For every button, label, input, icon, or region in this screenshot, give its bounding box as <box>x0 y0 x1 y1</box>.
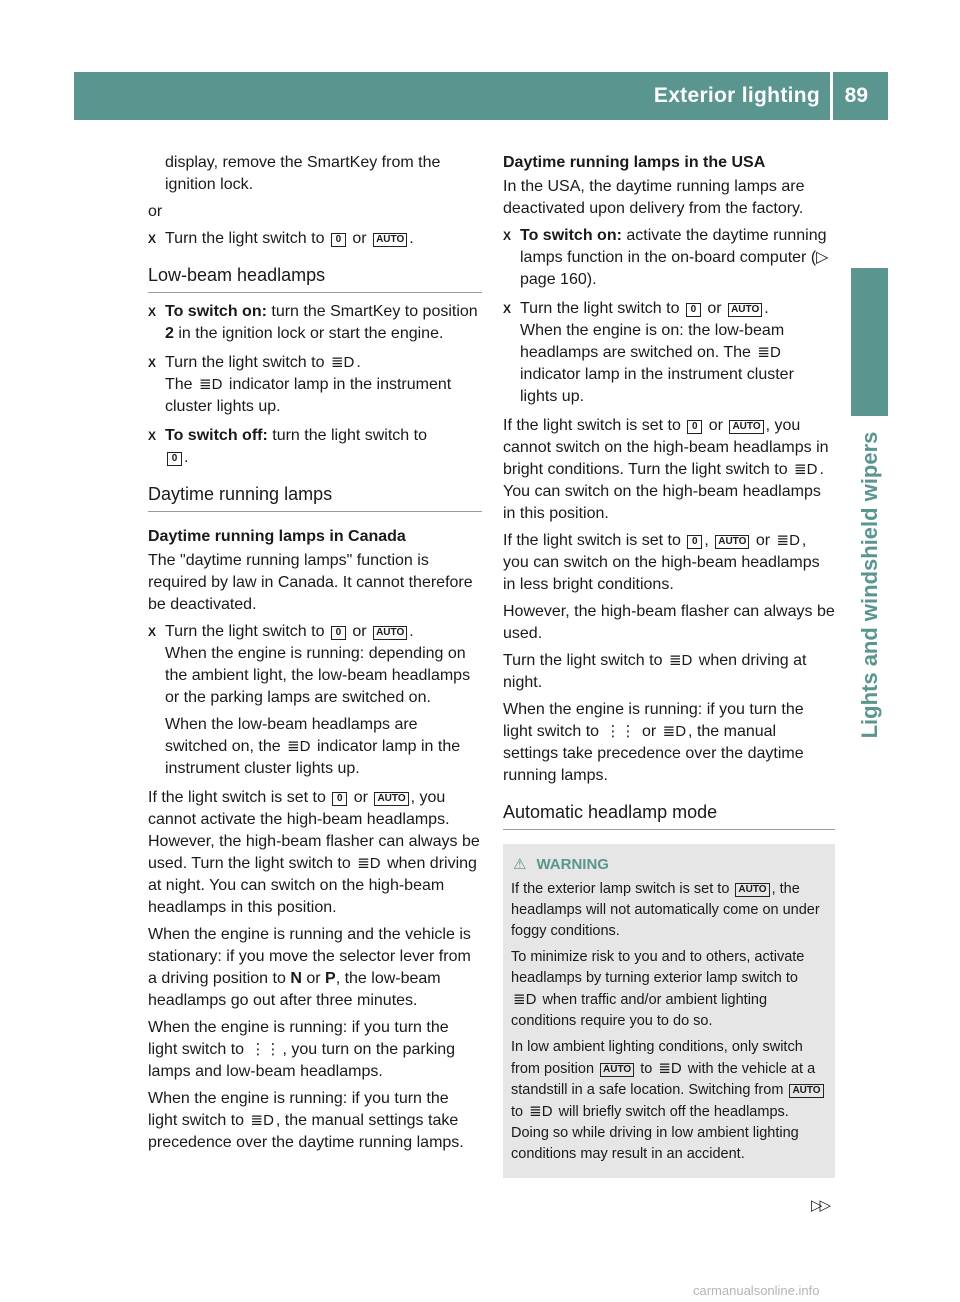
left-column <box>148 152 482 1159</box>
usa-paragraph: In the USA, the daytime running lamps are deactivated upon delivery from the factory. <box>503 178 805 217</box>
switch-auto-icon: AUTO <box>729 420 763 434</box>
switch-auto-icon: AUTO <box>789 1084 823 1098</box>
switch-zero-icon: 0 <box>331 626 346 640</box>
usa-heading: Daytime running lamps in the USA <box>503 154 766 171</box>
auto-heading: Automatic headlamp mode <box>503 801 835 830</box>
header-separator <box>830 72 833 120</box>
page-reference: ▷ page 160). <box>520 249 829 288</box>
step-arrow-icon: X <box>148 232 157 246</box>
instruction-step: X To switch on: turn the SmartKey to position 2 in the ignition lock or start the engine. <box>148 303 478 342</box>
switch-zero-icon: 0 <box>687 535 702 549</box>
section-title: Exterior lighting <box>653 84 820 107</box>
switch-zero-icon: 0 <box>167 452 182 466</box>
switch-zero-icon: 0 <box>332 792 347 806</box>
step-arrow-icon: X <box>148 625 157 639</box>
continued-icon: ▷▷ <box>811 1197 829 1214</box>
lowbeam-icon: ≣D <box>199 376 223 393</box>
step-arrow-icon: X <box>503 302 512 316</box>
paragraph: When the engine is running: if you turn the light switch to ≣D , the manual settings take precedence over the daytime running lamps. <box>148 1090 464 1151</box>
lowbeam-icon: ≣D <box>794 461 818 478</box>
lowbeam-heading: Low-beam headlamps <box>148 264 482 293</box>
switch-auto-icon: AUTO <box>600 1063 634 1077</box>
lowbeam-icon: ≣D <box>658 1060 682 1077</box>
paragraph: If the light switch is set to 0 or AUTO , you cannot switch on the high-beam headlamps in bright conditions. Turn the light switch to ≣D . You can switch on the high-beam headlamps in this position. <box>503 417 829 522</box>
page-number: 89 <box>844 84 868 107</box>
lowbeam-icon: ≣D <box>757 344 781 361</box>
warning-box: ⚠ WARNING If the exterior lamp switch is set to AUTO , the headlamps will not automatically come on under foggy conditions. To minimize risk to you and to others, activate headlamps by turning exterior lamp switch to ≣D when traffic and/or ambient lighting conditions require you to do so. In low ambient lighting conditions, only switch from position AUTO to ≣D with the vehicle at a standstill in a safe location. Switching from AUTO to ≣D will briefly switch off the headlamps. Doing so while driving in low ambient lighting conditions may result in an accident. <box>503 844 835 1178</box>
lowbeam-icon: ≣D <box>287 738 311 755</box>
paragraph: If the light switch is set to 0 or AUTO , you cannot activate the high-beam headlamps. However, the high-beam flasher can always be used. Turn the light switch to ≣D when driving at night. You can switch on the high-beam headlamps in this position. <box>148 789 480 916</box>
intro-text: display, remove the SmartKey from the ignition lock. <box>165 154 441 193</box>
instruction-step: X Turn the light switch to 0 or AUTO . <box>148 228 482 250</box>
lowbeam-icon: ≣D <box>513 991 537 1008</box>
canada-paragraph: The "daytime running lamps" function is required by law in Canada. It cannot therefore be deactivated. <box>148 552 473 613</box>
lowbeam-icon: ≣D <box>330 354 355 371</box>
instruction-step: X To switch on: activate the daytime running lamps function in the on-board computer (▷ page 160). <box>503 227 829 288</box>
switch-zero-icon: 0 <box>331 233 346 247</box>
warning-title: WARNING <box>536 856 609 873</box>
canada-heading: Daytime running lamps in Canada <box>148 528 406 545</box>
drl-heading: Daytime running lamps <box>148 483 482 512</box>
switch-auto-icon: AUTO <box>373 626 407 640</box>
step-arrow-icon: X <box>148 429 157 443</box>
lowbeam-icon: ≣D <box>668 652 693 669</box>
paragraph: However, the high-beam flasher can always be used. <box>503 603 835 642</box>
chapter-tab <box>851 268 888 416</box>
parking-lamp-icon: ⋮⋮ <box>250 1041 281 1058</box>
lowbeam-icon: ≣D <box>250 1112 274 1129</box>
right-column <box>503 152 835 1178</box>
instruction-step: X To switch off: turn the light switch to 0 . <box>148 427 427 466</box>
parking-lamp-icon: ⋮⋮ <box>605 723 636 740</box>
switch-zero-icon: 0 <box>687 420 702 434</box>
step-arrow-icon: X <box>503 229 512 243</box>
or-text: or <box>148 203 163 220</box>
paragraph: Turn the light switch to ≣D when driving at night. <box>503 652 807 691</box>
instruction-step: X Turn the light switch to 0 or AUTO . When the engine is on: the low-beam headlamps are switched on. The ≣D indicator lamp in the instrument cluster lights up. <box>503 300 794 405</box>
instruction-step: X Turn the light switch to 0 or AUTO . When the engine is running: depending on the ambient light, the low-beam headlamps or the parking lamps are switched on. When the low-beam headlamps are switched on, the ≣D indicator lamp in the instrument cluster lights up. <box>148 623 471 777</box>
lowbeam-icon: ≣D <box>357 855 381 872</box>
paragraph: If the light switch is set to 0 , AUTO or ≣D , you can switch on the high-beam headlamps in less bright conditions. <box>503 532 820 593</box>
step-arrow-icon: X <box>148 305 157 319</box>
switch-zero-icon: 0 <box>686 303 701 317</box>
lowbeam-icon: ≣D <box>662 723 687 740</box>
switch-auto-icon: AUTO <box>715 535 749 549</box>
watermark: carmanualsonline.info <box>693 1283 820 1298</box>
warning-triangle-icon: ⚠ <box>513 856 527 873</box>
switch-auto-icon: AUTO <box>374 792 408 806</box>
instruction-step: X Turn the light switch to ≣D . The ≣D indicator lamp in the instrument cluster lights up. <box>148 354 452 415</box>
lowbeam-icon: ≣D <box>529 1103 553 1120</box>
switch-auto-icon: AUTO <box>735 883 769 897</box>
switch-auto-icon: AUTO <box>373 233 407 247</box>
header-bar <box>74 72 888 120</box>
chapter-label: Lights and windshield wipers <box>856 431 882 739</box>
step-arrow-icon: X <box>148 356 157 370</box>
lowbeam-icon: ≣D <box>776 532 800 549</box>
paragraph: When the engine is running: if you turn the light switch to ⋮⋮ , you turn on the parking lamps and low-beam headlamps. <box>148 1019 456 1080</box>
paragraph: When the engine is running: if you turn the light switch to ⋮⋮ or ≣D , the manual settings take precedence over the daytime running lamps. <box>503 701 804 784</box>
paragraph: When the engine is running and the vehicle is stationary: if you move the selector lever from a driving position to N or P, the low-beam headlamps go out after three minutes. <box>148 926 471 1009</box>
switch-auto-icon: AUTO <box>728 303 762 317</box>
